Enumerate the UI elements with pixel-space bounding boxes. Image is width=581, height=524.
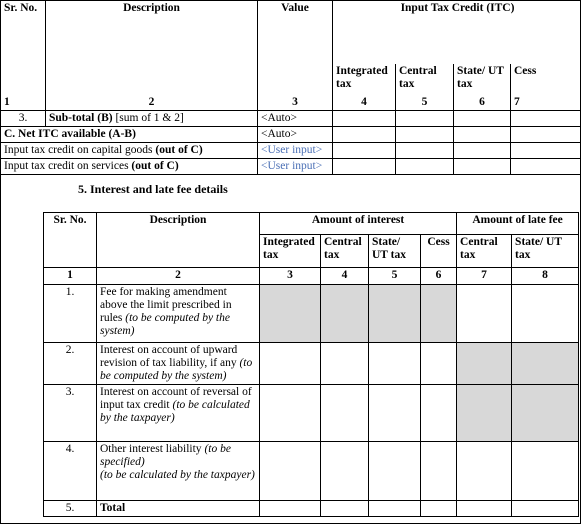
central-tax-header: Central tax xyxy=(321,235,369,268)
row-value: <Auto> xyxy=(258,126,333,142)
input-cell[interactable] xyxy=(260,442,321,501)
table-row xyxy=(44,385,579,442)
table-row xyxy=(1,110,581,126)
cess-header: Cess xyxy=(421,235,457,268)
row-description: Interest on account of reversal of input tax credit (to be calculated by the taxpayer) xyxy=(97,385,260,442)
empty-cell xyxy=(396,126,454,142)
empty-cell xyxy=(333,126,396,142)
total-cell xyxy=(457,501,512,517)
table-row xyxy=(44,285,579,343)
empty-cell xyxy=(396,110,454,126)
shaded-cell xyxy=(512,385,579,442)
input-cell[interactable] xyxy=(369,343,421,385)
row-description: Interest on account of upward revision of tax liability, if any (to be computed by the system) xyxy=(97,343,260,385)
shaded-cell xyxy=(260,285,321,343)
col-number: 1 xyxy=(44,268,97,285)
table-row xyxy=(44,343,579,385)
col-number: 6 xyxy=(421,268,457,285)
col-number: 2 xyxy=(46,95,258,111)
row-sr-no: 2. xyxy=(44,343,97,385)
col-number: 7 xyxy=(511,95,581,111)
empty-cell xyxy=(511,158,581,174)
late-fee-group-header: Amount of late fee xyxy=(457,213,579,235)
central-tax-header: Central tax xyxy=(396,64,454,95)
row-description: Sub-total (B) [sum of 1 & 2] xyxy=(46,110,258,126)
row-sr-no: 3. xyxy=(1,110,46,126)
shaded-cell xyxy=(321,285,369,343)
input-cell[interactable] xyxy=(457,442,512,501)
col-number: 3 xyxy=(260,268,321,285)
late-fee-central-header: Central tax xyxy=(457,235,512,268)
table-row xyxy=(44,442,579,501)
shaded-cell xyxy=(457,385,512,442)
total-cell xyxy=(421,501,457,517)
col-number: 1 xyxy=(1,95,46,111)
input-cell[interactable] xyxy=(321,343,369,385)
shaded-cell xyxy=(369,285,421,343)
user-input-field[interactable]: <User input> xyxy=(258,158,333,174)
description-header: Description xyxy=(46,1,258,95)
col-number: 6 xyxy=(454,95,511,111)
col-number: 5 xyxy=(396,95,454,111)
col-number: 2 xyxy=(97,268,260,285)
col-number: 5 xyxy=(369,268,421,285)
table-row xyxy=(1,158,581,174)
late-fee-state-header: State/ UT tax xyxy=(512,235,579,268)
total-label: Total xyxy=(97,501,260,517)
input-cell[interactable] xyxy=(421,343,457,385)
row-sr-no: 4. xyxy=(44,442,97,501)
col-number: 3 xyxy=(258,95,333,111)
input-cell[interactable] xyxy=(260,343,321,385)
interest-group-header: Amount of interest xyxy=(260,213,457,235)
itc-table xyxy=(0,0,581,175)
input-cell[interactable] xyxy=(421,442,457,501)
input-cell[interactable] xyxy=(457,285,512,343)
total-cell xyxy=(260,501,321,517)
integrated-tax-header: Integrated tax xyxy=(260,235,321,268)
input-cell[interactable] xyxy=(512,285,579,343)
row-description: Other interest liability (to be specified) (to be calculated by the taxpayer) xyxy=(97,442,260,501)
empty-cell xyxy=(333,110,396,126)
col-number: 4 xyxy=(321,268,369,285)
sr-no-header: Sr. No. xyxy=(44,213,97,268)
empty-cell xyxy=(396,142,454,158)
total-cell xyxy=(321,501,369,517)
table-row xyxy=(1,142,581,158)
total-cell xyxy=(369,501,421,517)
empty-cell xyxy=(511,126,581,142)
empty-cell xyxy=(333,142,396,158)
total-cell xyxy=(512,501,579,517)
input-cell[interactable] xyxy=(421,385,457,442)
empty-cell xyxy=(511,142,581,158)
row-description: C. Net ITC available (A-B) xyxy=(1,126,258,142)
shaded-cell xyxy=(421,285,457,343)
empty-cell xyxy=(396,158,454,174)
integrated-tax-header: Integrated tax xyxy=(333,64,396,95)
table-row xyxy=(1,126,581,142)
input-cell[interactable] xyxy=(369,385,421,442)
row-sr-no: 5. xyxy=(44,501,97,517)
user-input-field[interactable]: <User input> xyxy=(258,142,333,158)
description-header: Description xyxy=(97,213,260,268)
shaded-cell xyxy=(512,343,579,385)
row-description: Input tax credit on services (out of C) xyxy=(1,158,258,174)
col-number: 8 xyxy=(512,268,579,285)
input-cell[interactable] xyxy=(260,385,321,442)
row-description: Input tax credit on capital goods (out of C) xyxy=(1,142,258,158)
section-title: 5. Interest and late fee details xyxy=(78,182,228,196)
input-cell[interactable] xyxy=(369,442,421,501)
empty-cell xyxy=(511,110,581,126)
table-row xyxy=(44,501,579,517)
empty-cell xyxy=(454,142,511,158)
row-sr-no: 3. xyxy=(44,385,97,442)
row-description: Fee for making amendment above the limit prescribed in rules (to be computed by the system) xyxy=(97,285,260,343)
input-cell[interactable] xyxy=(321,442,369,501)
input-cell[interactable] xyxy=(321,385,369,442)
sr-no-header: Sr. No. xyxy=(1,1,46,95)
state-tax-header: State/ UT tax xyxy=(454,64,511,95)
empty-cell xyxy=(454,110,511,126)
value-header: Value xyxy=(258,1,333,95)
cess-header: Cess xyxy=(511,64,581,95)
empty-cell xyxy=(333,158,396,174)
empty-cell xyxy=(454,158,511,174)
interest-late-fee-table xyxy=(43,212,579,517)
state-tax-header: State/ UT tax xyxy=(369,235,421,268)
row-value: <Auto> xyxy=(258,110,333,126)
empty-cell xyxy=(454,126,511,142)
shaded-cell xyxy=(457,343,512,385)
col-number: 7 xyxy=(457,268,512,285)
col-number: 4 xyxy=(333,95,396,111)
itc-group-header: Input Tax Credit (ITC) xyxy=(333,1,581,64)
input-cell[interactable] xyxy=(512,442,579,501)
row-sr-no: 1. xyxy=(44,285,97,343)
